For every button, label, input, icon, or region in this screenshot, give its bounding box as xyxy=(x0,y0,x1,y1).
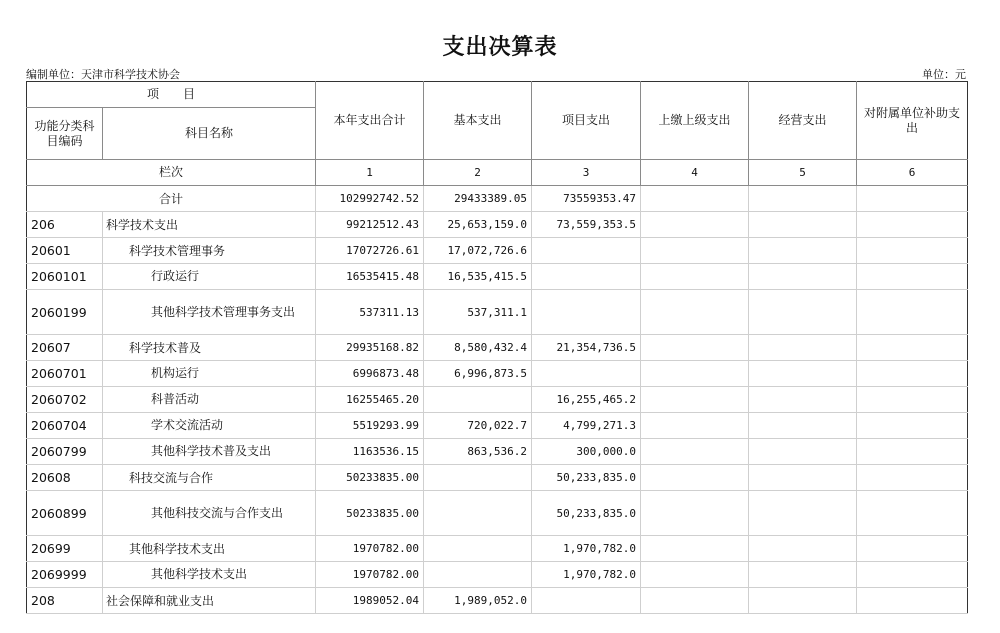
header-project: 项 目 xyxy=(27,82,316,108)
row-item: 50,233,835.0 xyxy=(532,491,641,536)
row-item xyxy=(532,264,641,290)
row-empty-cell xyxy=(749,290,857,335)
row-empty-cell xyxy=(641,562,749,588)
row-empty-cell xyxy=(641,335,749,361)
row-item: 1,970,782.0 xyxy=(532,536,641,562)
row-empty-cell xyxy=(641,465,749,491)
row-code: 2060704 xyxy=(27,413,103,439)
row-empty-cell xyxy=(857,562,968,588)
row-item xyxy=(532,361,641,387)
row-basic xyxy=(424,536,532,562)
row-empty-cell xyxy=(749,264,857,290)
row-name: 学术交流活动 xyxy=(103,413,316,439)
row-basic: 1,989,052.0 xyxy=(424,588,532,614)
table-row xyxy=(27,465,968,491)
row-empty-cell xyxy=(641,413,749,439)
row-item: 300,000.0 xyxy=(532,439,641,465)
row-total: 6996873.48 xyxy=(316,361,424,387)
row-code: 20699 xyxy=(27,536,103,562)
row-empty-cell xyxy=(749,387,857,413)
row-total: 50233835.00 xyxy=(316,465,424,491)
header-basic: 基本支出 xyxy=(424,82,532,160)
row-name: 其他科学技术普及支出 xyxy=(103,439,316,465)
row-empty-cell xyxy=(641,439,749,465)
table-row xyxy=(27,264,968,290)
seq-label: 栏次 xyxy=(27,160,316,186)
header-subsidy: 对附属单位补助支出 xyxy=(857,82,968,160)
row-empty-cell xyxy=(857,491,968,536)
row-name: 科普活动 xyxy=(103,387,316,413)
row-basic xyxy=(424,491,532,536)
row-empty-cell xyxy=(749,413,857,439)
expenditure-table xyxy=(26,81,968,614)
row-total: 99212512.43 xyxy=(316,212,424,238)
row-code: 2060199 xyxy=(27,290,103,335)
currency-unit: 单位：元 xyxy=(922,68,966,81)
row-basic: 25,653,159.0 xyxy=(424,212,532,238)
row-empty-cell xyxy=(641,387,749,413)
row-empty-cell xyxy=(857,439,968,465)
row-empty-cell xyxy=(749,465,857,491)
row-empty-cell xyxy=(749,491,857,536)
row-name: 其他科学技术支出 xyxy=(103,562,316,588)
table-row xyxy=(27,361,968,387)
row-total: 29935168.82 xyxy=(316,335,424,361)
header-business: 经营支出 xyxy=(749,82,857,160)
row-empty-cell xyxy=(857,588,968,614)
row-empty-cell xyxy=(857,290,968,335)
row-empty-cell xyxy=(857,212,968,238)
row-total: 16535415.48 xyxy=(316,264,424,290)
row-name: 其他科技交流与合作支出 xyxy=(103,491,316,536)
row-total: 17072726.61 xyxy=(316,238,424,264)
row-total: 1970782.00 xyxy=(316,562,424,588)
table-row xyxy=(27,238,968,264)
row-total: 5519293.99 xyxy=(316,413,424,439)
table-row xyxy=(27,290,968,335)
seq-col: 6 xyxy=(857,160,968,186)
table-row xyxy=(27,387,968,413)
row-empty-cell xyxy=(641,361,749,387)
header-item: 项目支出 xyxy=(532,82,641,160)
row-empty-cell xyxy=(641,264,749,290)
row-basic: 6,996,873.5 xyxy=(424,361,532,387)
row-item xyxy=(532,238,641,264)
row-empty-cell xyxy=(749,562,857,588)
seq-col: 5 xyxy=(749,160,857,186)
row-code: 2060701 xyxy=(27,361,103,387)
row-basic: 863,536.2 xyxy=(424,439,532,465)
row-empty-cell xyxy=(857,387,968,413)
row-empty-cell xyxy=(749,238,857,264)
row-total: 50233835.00 xyxy=(316,491,424,536)
row-name: 机构运行 xyxy=(103,361,316,387)
row-empty-cell xyxy=(641,238,749,264)
header-upper: 上缴上级支出 xyxy=(641,82,749,160)
row-empty-cell xyxy=(749,588,857,614)
row-basic xyxy=(424,562,532,588)
row-empty-cell xyxy=(641,536,749,562)
seq-col: 1 xyxy=(316,160,424,186)
header-total: 本年支出合计 xyxy=(316,82,424,160)
row-code: 20608 xyxy=(27,465,103,491)
row-name: 社会保障和就业支出 xyxy=(103,588,316,614)
sum-label: 合计 xyxy=(27,186,316,212)
row-item: 50,233,835.0 xyxy=(532,465,641,491)
row-item xyxy=(532,588,641,614)
row-code: 20601 xyxy=(27,238,103,264)
row-code: 2069999 xyxy=(27,562,103,588)
row-empty-cell xyxy=(641,588,749,614)
row-empty-cell xyxy=(749,212,857,238)
table-row xyxy=(27,491,968,536)
table-row xyxy=(27,413,968,439)
row-empty-cell xyxy=(857,264,968,290)
seq-col: 4 xyxy=(641,160,749,186)
table-row xyxy=(27,212,968,238)
row-basic: 720,022.7 xyxy=(424,413,532,439)
row-name: 其他科学技术支出 xyxy=(103,536,316,562)
table-row xyxy=(27,439,968,465)
row-item xyxy=(532,290,641,335)
row-code: 20607 xyxy=(27,335,103,361)
row-empty-cell xyxy=(857,413,968,439)
header-name: 科目名称 xyxy=(103,108,316,160)
row-empty-cell xyxy=(857,361,968,387)
row-name: 科技交流与合作 xyxy=(103,465,316,491)
row-name: 科学技术普及 xyxy=(103,335,316,361)
row-total: 16255465.20 xyxy=(316,387,424,413)
row-basic: 537,311.1 xyxy=(424,290,532,335)
row-item: 73,559,353.5 xyxy=(532,212,641,238)
row-total: 1970782.00 xyxy=(316,536,424,562)
sum-total: 102992742.52 xyxy=(316,186,424,212)
row-empty-cell xyxy=(857,238,968,264)
row-name: 其他科学技术管理事务支出 xyxy=(103,290,316,335)
row-total: 1163536.15 xyxy=(316,439,424,465)
row-basic: 17,072,726.6 xyxy=(424,238,532,264)
table-row xyxy=(27,536,968,562)
table-row xyxy=(27,562,968,588)
row-code: 2060799 xyxy=(27,439,103,465)
seq-col: 3 xyxy=(532,160,641,186)
row-total: 537311.13 xyxy=(316,290,424,335)
row-basic: 16,535,415.5 xyxy=(424,264,532,290)
row-empty-cell xyxy=(749,536,857,562)
row-name: 科学技术支出 xyxy=(103,212,316,238)
row-code: 2060899 xyxy=(27,491,103,536)
row-code: 2060101 xyxy=(27,264,103,290)
row-empty-cell xyxy=(641,212,749,238)
page-title: 支出决算表 xyxy=(442,34,558,60)
row-total: 1989052.04 xyxy=(316,588,424,614)
row-name: 科学技术管理事务 xyxy=(103,238,316,264)
row-name: 行政运行 xyxy=(103,264,316,290)
row-item: 16,255,465.2 xyxy=(532,387,641,413)
seq-col: 2 xyxy=(424,160,532,186)
row-empty-cell xyxy=(857,335,968,361)
sum-basic: 29433389.05 xyxy=(424,186,532,212)
row-code: 2060702 xyxy=(27,387,103,413)
row-empty-cell xyxy=(749,361,857,387)
row-basic xyxy=(424,387,532,413)
row-empty-cell xyxy=(749,335,857,361)
row-empty-cell xyxy=(749,439,857,465)
sum-item: 73559353.47 xyxy=(532,186,641,212)
row-empty-cell xyxy=(641,290,749,335)
row-empty-cell xyxy=(641,491,749,536)
row-basic: 8,580,432.4 xyxy=(424,335,532,361)
table-row xyxy=(27,335,968,361)
row-empty-cell xyxy=(857,536,968,562)
row-code: 206 xyxy=(27,212,103,238)
row-item: 4,799,271.3 xyxy=(532,413,641,439)
sum-row xyxy=(27,186,968,212)
row-item: 21,354,736.5 xyxy=(532,335,641,361)
row-basic xyxy=(424,465,532,491)
row-empty-cell xyxy=(857,465,968,491)
table-row xyxy=(27,588,968,614)
compiling-unit: 编制单位：天津市科学技术协会 xyxy=(26,68,180,81)
row-code: 208 xyxy=(27,588,103,614)
row-item: 1,970,782.0 xyxy=(532,562,641,588)
header-code: 功能分类科目编码 xyxy=(27,108,103,160)
